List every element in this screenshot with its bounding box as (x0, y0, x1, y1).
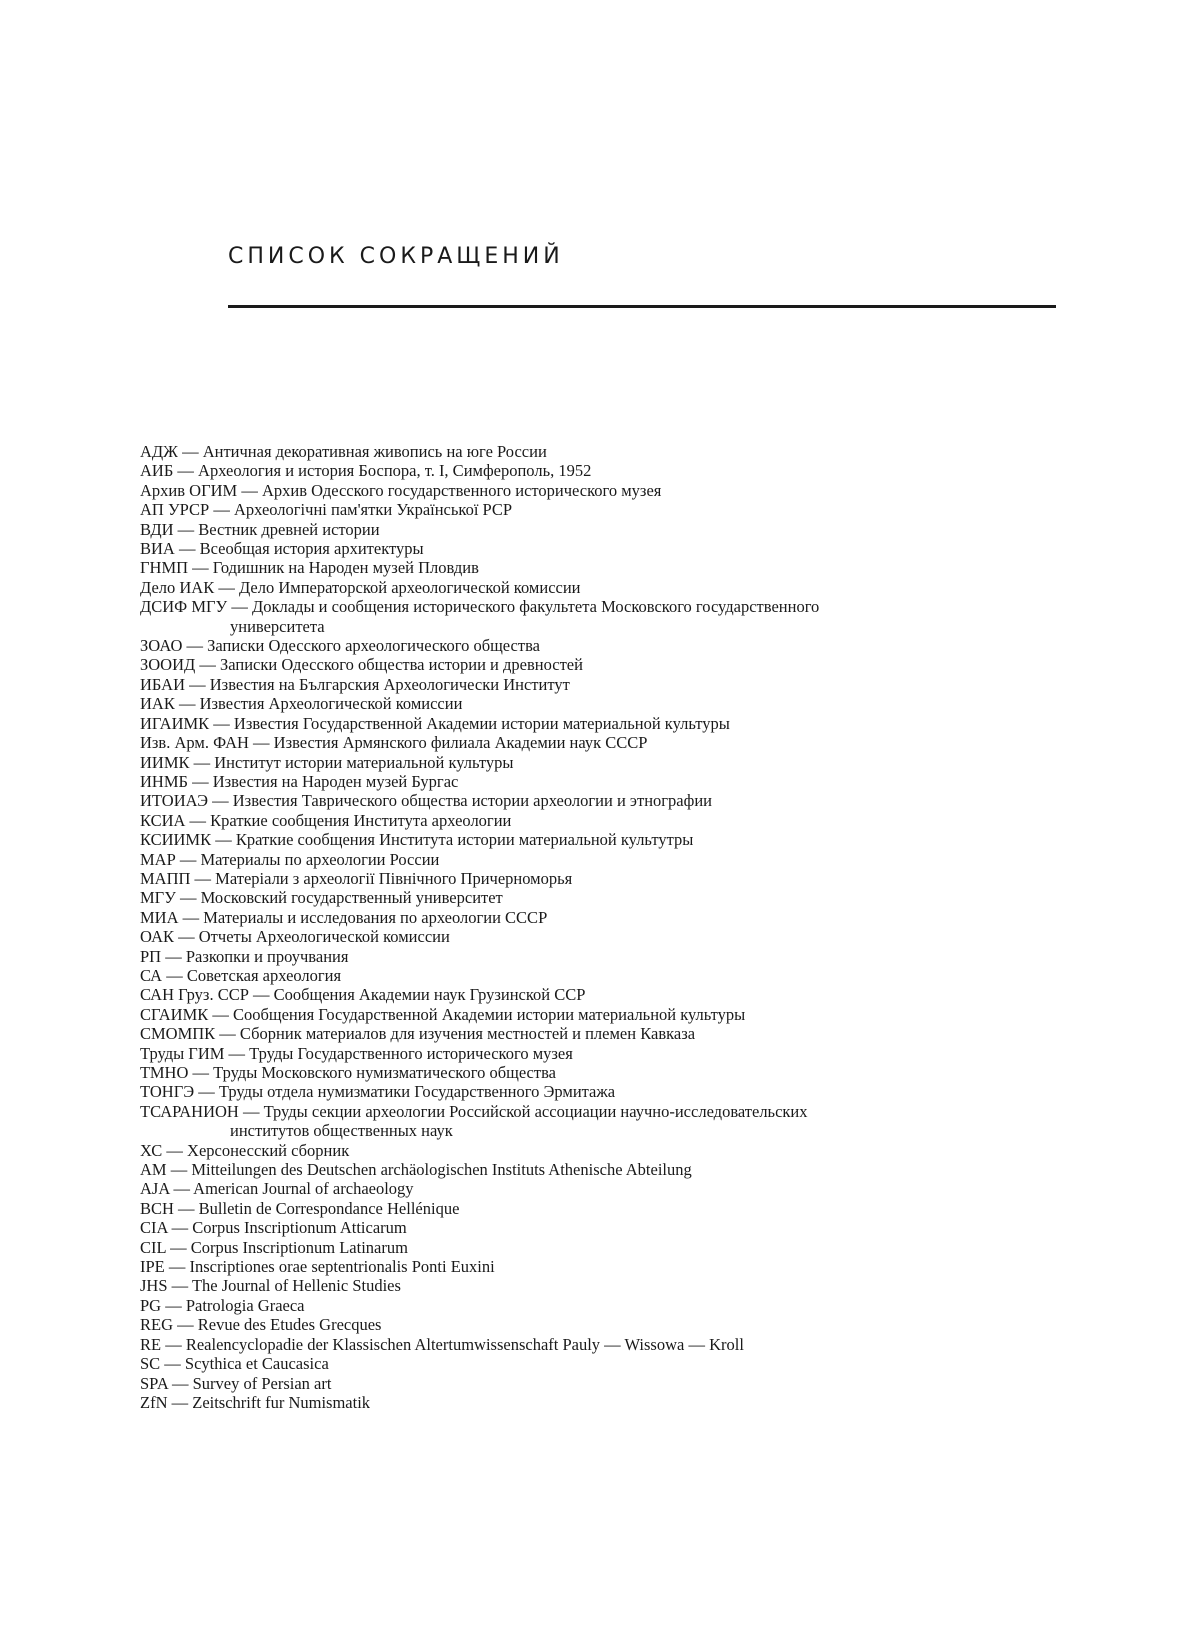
abbreviation-text: МИА — Материалы и исследования по археологии СССР (140, 907, 548, 927)
abbreviation-entry (140, 753, 1070, 772)
abbreviation-entry (140, 520, 1070, 539)
abbreviation-text: МАР — Материалы по археологии России (140, 849, 440, 869)
abbreviation-entry (140, 888, 1070, 907)
abbreviation-entry (140, 558, 1070, 577)
abbreviation-text: ЗООИД — Записки Одесского общества истории и древностей (140, 655, 583, 675)
abbreviation-entry (140, 1160, 1070, 1179)
abbreviation-entry (140, 655, 1070, 674)
abbreviation-list (140, 442, 1070, 1412)
abbreviation-text: Архив ОГИМ — Архив Одесского государственного исторического музея (140, 480, 662, 500)
abbreviation-entry (140, 1335, 1070, 1354)
abbreviation-entry (140, 694, 1070, 713)
abbreviation-text: Труды ГИМ — Труды Государственного исторического музея (140, 1043, 573, 1063)
abbreviation-entry (140, 850, 1070, 869)
abbreviation-text: АИБ — Археология и история Боспора, т. I, Симферополь, 1952 (140, 461, 592, 481)
abbreviation-text: CIA — Corpus Inscriptionum Atticarum (140, 1218, 407, 1238)
abbreviation-entry (140, 597, 1070, 636)
abbreviation-entry (140, 985, 1070, 1004)
abbreviation-entry (140, 1354, 1070, 1373)
abbreviation-text: IPE — Inscriptiones orae septentrionalis Ponti Euxini (140, 1257, 495, 1277)
abbreviation-entry (140, 539, 1070, 558)
abbreviation-text: ИИМК — Институт истории материальной культуры (140, 752, 514, 772)
abbreviation-entry (140, 927, 1070, 946)
abbreviation-entry (140, 578, 1070, 597)
abbreviation-text: PG — Patrologia Graeca (140, 1295, 305, 1315)
abbreviation-entry (140, 1044, 1070, 1063)
abbreviation-text: САН Груз. ССР — Сообщения Академии наук Грузинской ССР (140, 985, 586, 1005)
abbreviation-text: ОАК — Отчеты Археологической комиссии (140, 927, 450, 947)
abbreviation-text: ИНМБ — Известия на Народен музей Бургас (140, 771, 459, 791)
abbreviation-entry (140, 1141, 1070, 1160)
abbreviation-text: ИГАИМК — Известия Государственной Академии истории материальной культуры (140, 713, 730, 733)
abbreviation-entry (140, 1218, 1070, 1237)
abbreviation-entry (140, 791, 1070, 810)
abbreviation-entry (140, 869, 1070, 888)
abbreviation-text: ТМНО — Труды Московского нумизматического общества (140, 1063, 556, 1082)
abbreviation-entry (140, 714, 1070, 733)
abbreviation-entry (140, 1393, 1070, 1412)
abbreviation-text: МГУ — Московский государственный университет (140, 888, 503, 908)
abbreviation-entry (140, 636, 1070, 655)
abbreviation-text: СА — Советская археология (140, 965, 342, 985)
abbreviation-text: BCH — Bulletin de Correspondance Hellénique (140, 1198, 460, 1218)
abbreviation-text-continuation: университета (230, 616, 325, 636)
abbreviation-text: АП УРСР — Археологічні пам'ятки Української РСР (140, 500, 513, 520)
abbreviation-entry (140, 733, 1070, 752)
abbreviation-text: SPA — Survey of Persian art (140, 1373, 332, 1393)
abbreviation-text: ГНМП — Годишник на Народен музей Пловдив (140, 558, 479, 578)
abbreviation-entry (140, 1374, 1070, 1393)
abbreviation-text: ИБАИ — Известия на Българския Археологически Институт (140, 674, 570, 694)
abbreviation-text: ТОНГЭ — Труды отдела нумизматики Государственного Эрмитажа (140, 1082, 616, 1102)
abbreviation-text: ZfN — Zeitschrift fur Numismatik (140, 1392, 371, 1412)
abbreviation-entry (140, 500, 1070, 519)
abbreviation-text: Дело ИАК — Дело Императорской археологической комиссии (140, 577, 581, 597)
abbreviation-entry (140, 1024, 1070, 1043)
abbreviation-entry (140, 461, 1070, 480)
abbreviation-text: АДЖ — Античная декоративная живопись на юге России (140, 442, 547, 461)
abbreviation-entry (140, 772, 1070, 791)
abbreviation-text: JHS — The Journal of Hellenic Studies (140, 1276, 401, 1296)
abbreviation-entry (140, 481, 1070, 500)
abbreviation-text: ТСАРАНИОН — Труды секции археологии Российской ассоциации научно-исследовательских (140, 1101, 808, 1121)
abbreviation-entry (140, 1082, 1070, 1101)
abbreviation-entry (140, 1179, 1070, 1198)
abbreviation-text: РП — Разкопки и проучвания (140, 946, 349, 966)
abbreviation-text: ДСИФ МГУ — Доклады и сообщения исторического факультета Московского государственного (140, 597, 820, 617)
abbreviation-entry (140, 1276, 1070, 1295)
abbreviation-entry (140, 947, 1070, 966)
abbreviation-entry (140, 675, 1070, 694)
abbreviation-text: КСИА — Краткие сообщения Института археологии (140, 810, 512, 830)
abbreviation-entry (140, 1315, 1070, 1334)
abbreviation-text: CIL — Corpus Inscriptionum Latinarum (140, 1237, 408, 1257)
abbreviation-text: СГАИМК — Сообщения Государственной Академии истории материальной культуры (140, 1004, 746, 1024)
abbreviation-text: AM — Mitteilungen des Deutschen archäologischen Instituts Athenische Abteilung (140, 1160, 692, 1180)
abbreviation-text: ХС — Херсонесский сборник (140, 1140, 350, 1160)
abbreviation-entry (140, 1199, 1070, 1218)
abbreviation-entry (140, 442, 1070, 461)
abbreviation-text: REG — Revue des Etudes Grecques (140, 1315, 382, 1335)
abbreviation-text-continuation: институтов общественных наук (230, 1121, 453, 1141)
abbreviation-text: КСИИМК — Краткие сообщения Института истории материальной культутры (140, 830, 694, 850)
abbreviation-text: ИТОИАЭ — Известия Таврического общества истории археологии и этнографии (140, 791, 712, 811)
abbreviation-text: ИАК — Известия Археологической комиссии (140, 694, 463, 714)
abbreviation-entry (140, 811, 1070, 830)
abbreviation-text: ВИА — Всеобщая история архитектуры (140, 539, 424, 559)
abbreviation-entry (140, 830, 1070, 849)
abbreviation-text: СМОМПК — Сборник материалов для изучения местностей и племен Кавказа (140, 1024, 696, 1044)
title-rule (228, 305, 1056, 308)
abbreviation-text: ЗОАО — Записки Одесского археологического общества (140, 636, 540, 656)
page-title: СПИСОК СОКРАЩЕНИЙ (228, 244, 564, 269)
abbreviation-entry (140, 1238, 1070, 1257)
abbreviation-text: Изв. Арм. ФАН — Известия Армянского филиала Академии наук СССР (140, 733, 648, 753)
abbreviation-entry (140, 1063, 1070, 1082)
abbreviation-text: ВДИ — Вестник древней истории (140, 519, 380, 539)
abbreviation-text: AJA — American Journal of archaeology (140, 1179, 414, 1199)
abbreviation-entry (140, 1102, 1070, 1141)
abbreviation-entry (140, 1257, 1070, 1276)
abbreviation-entry (140, 1296, 1070, 1315)
abbreviation-text: RE — Realencyclopadie der Klassischen Altertumwissenschaft Pauly — Wissowa — Kroll (140, 1334, 744, 1354)
abbreviation-entry (140, 908, 1070, 927)
abbreviation-text: МАПП — Матеріали з археології Північного Причерноморья (140, 868, 573, 888)
abbreviation-entry (140, 966, 1070, 985)
abbreviation-text: SC — Scythica et Caucasica (140, 1354, 329, 1374)
abbreviation-entry (140, 1005, 1070, 1024)
